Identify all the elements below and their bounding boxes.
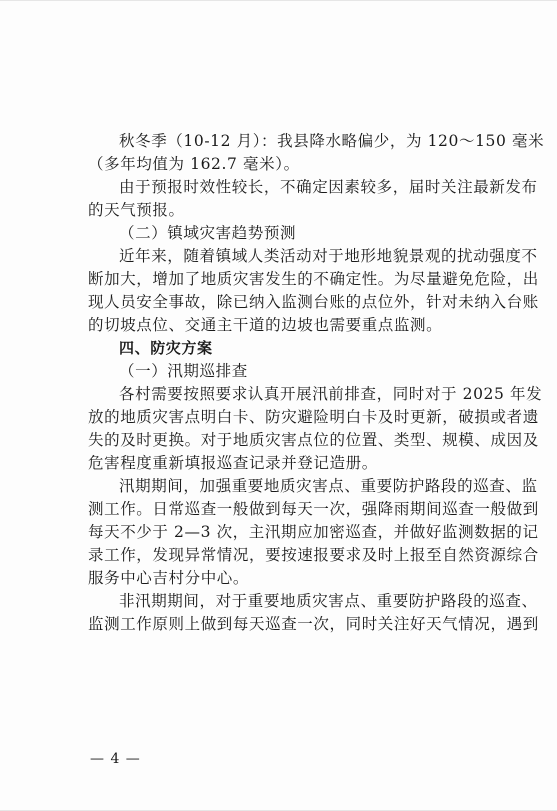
paragraph-flood-season-line-5: 服务中心吉村分中心。 [88,569,250,587]
paragraph-autumn-winter-line-2: （多年均值为 162.7 毫米）。 [88,155,300,173]
paragraph-villages-line-2: 放的地质灾害点明白卡、防灾避险明白卡及时更新，破损或者遗 [88,408,539,426]
paragraph-non-flood-season-line-2: 监测工作原则上做到每天巡查一次，同时关注好天气情况，遇到 [88,615,539,633]
page-edge-top [0,0,557,1]
paragraph-recent-years-line-2: 断加大，增加了地质灾害发生的不确定性。为尽量避免危险，出 [88,270,539,288]
paragraph-forecast-note-line-1: 由于预报时效性较长，不确定因素较多，届时关注最新发布 [119,178,538,196]
paragraph-recent-years-line-3: 现人员安全事故，除已纳入监测台账的点位外，针对未纳入台账 [88,293,539,311]
paragraph-flood-season-line-3: 每天不少于 2—3 次，主汛期应加密巡查，并做好监测数据的记 [88,523,539,541]
section-heading-town-disaster-trend: （二）镇域灾害趋势预测 [119,224,297,242]
paragraph-forecast-note-line-2: 的天气预报。 [88,201,185,219]
paragraph-villages-line-4: 危害程度重新填报巡查记录并登记造册。 [88,454,378,472]
paragraph-flood-season-line-1: 汛期期间，加强重要地质灾害点、重要防护路段的巡查、监 [119,477,538,495]
paragraph-flood-season-line-2: 测工作。日常巡查一般做到每天一次，强降雨期间巡查一般做到 [88,500,539,518]
chapter-heading-disaster-prevention-plan: 四、防灾方案 [119,339,213,357]
paragraph-non-flood-season-line-1: 非汛期期间，对于重要地质灾害点、重要防护路段的巡查、 [119,592,538,610]
page-number: — 4 — [90,751,141,767]
paragraph-recent-years-line-4: 的切坡点位、交通主干道的边坡也需要重点监测。 [88,316,443,334]
paragraph-recent-years-line-1: 近年来，随着镇域人类活动对于地形地貌景观的扰动强度不 [119,247,538,265]
paragraph-flood-season-line-4: 录工作，发现异常情况，要按速报要求及时上报至自然资源综合 [88,546,539,564]
paragraph-autumn-winter-line-1: 秋冬季（10-12 月）：我县降水略偏少，为 120～150 毫米 [119,132,545,150]
section-heading-flood-season-inspection: （一）汛期巡排查 [119,362,248,380]
paragraph-villages-line-3: 失的及时更换。对于地质灾害点位的位置、类型、规模、成因及 [88,431,539,449]
paragraph-villages-line-1: 各村需要按照要求认真开展汛前排查，同时对于 2025 年发 [119,385,543,403]
